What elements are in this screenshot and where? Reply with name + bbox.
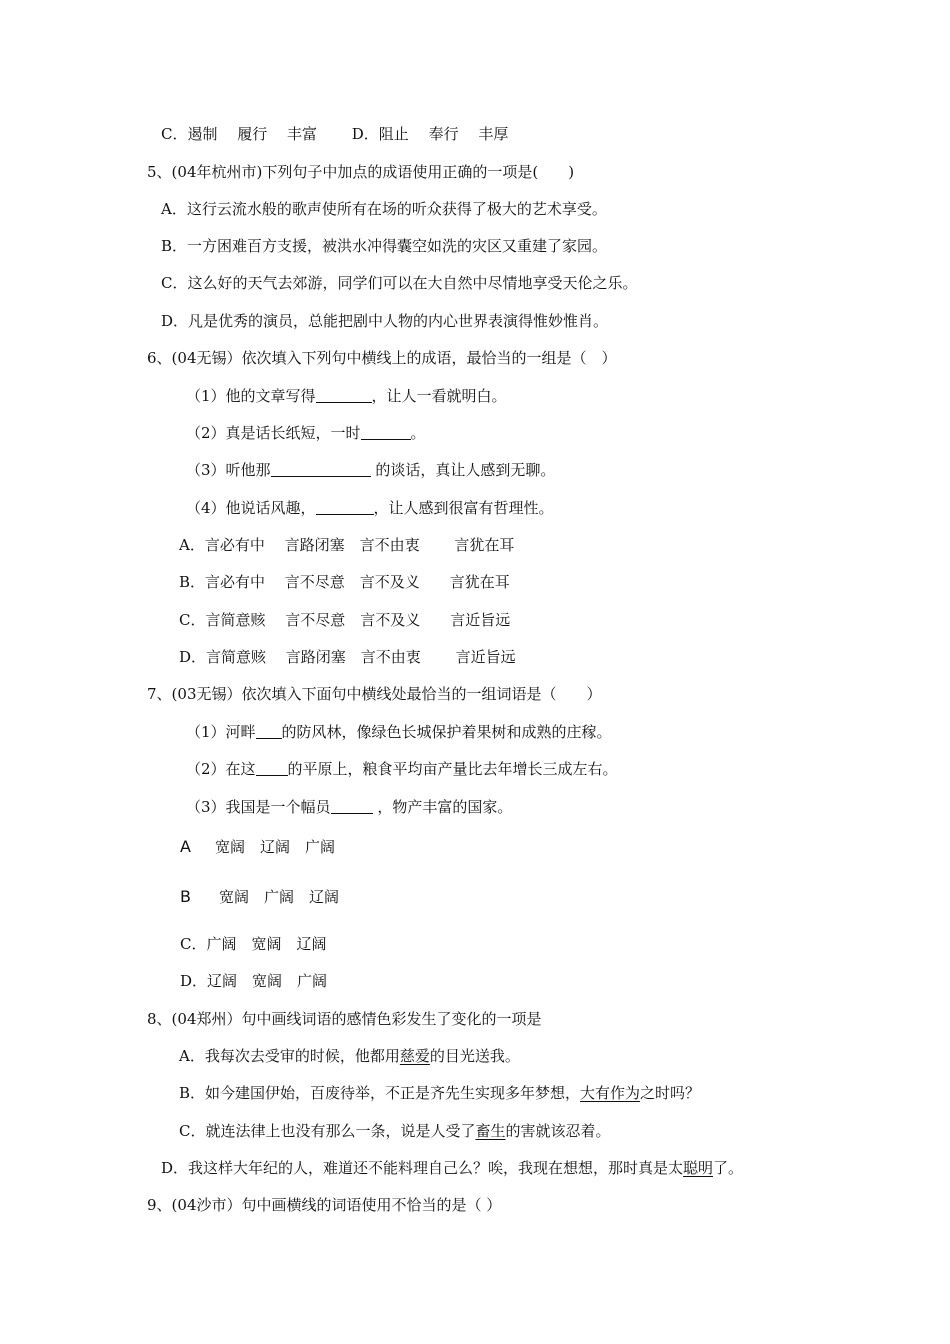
blank-line bbox=[331, 797, 373, 814]
q8-option-b: B．如今建国伊始，百废待举，不正是齐先生实现多年梦想，大有作为之时吗？ bbox=[179, 1084, 701, 1102]
q7-option-b: B 宽阔 广阔 辽阔 bbox=[180, 887, 339, 906]
blank-line bbox=[271, 460, 371, 477]
q5-option-d: D．凡是优秀的演员，总能把剧中人物的内心世界表演得惟妙惟肖。 bbox=[161, 312, 609, 330]
q7-option-a: A 宽阔 辽阔 广阔 bbox=[180, 837, 335, 856]
q4-option-cd-line: C．遏制 履行 丰富 D．阻止 奉行 丰厚 bbox=[161, 125, 509, 143]
q6-option-d: D．言简意赅 言路闭塞 言不由衷 言近旨远 bbox=[179, 648, 516, 666]
q6-sentence-3: （3）听他那 的谈话，真让人感到无聊。 bbox=[186, 461, 556, 479]
q6-stem: 6、(04无锡）依次填入下列句中横线上的成语，最恰当的一组是（ ） bbox=[147, 349, 617, 367]
q7-option-d: D．辽阔 宽阔 广阔 bbox=[180, 972, 328, 990]
q9-stem: 9、(04沙市）句中画横线的词语使用不恰当的是（ ） bbox=[147, 1196, 502, 1214]
q5-stem: 5、(04年杭州市)下列句子中加点的成语使用正确的一项是( ) bbox=[147, 163, 575, 181]
underlined-word: 畜生 bbox=[475, 1122, 506, 1140]
q6-option-c: C．言简意赅 言不尽意 言不及义 言近旨远 bbox=[179, 611, 511, 629]
q8-option-a: A．我每次去受审的时候，他都用慈爱的目光送我。 bbox=[179, 1047, 520, 1065]
q6-option-a: A．言必有中 言路闭塞 言不由衷 言犹在耳 bbox=[179, 536, 515, 554]
q7-sentence-1: （1）河畔 的防风林，像绿色长城保护着果树和成熟的庄稼。 bbox=[186, 723, 612, 741]
q5-option-a: A．这行云流水般的歌声使所有在场的听众获得了极大的艺术享受。 bbox=[161, 200, 607, 218]
q6-sentence-4: （4）他说话风趣， ，让人感到很富有哲理性。 bbox=[186, 499, 554, 517]
q5-option-c: C．这么好的天气去郊游，同学们可以在大自然中尽情地享受天伦之乐。 bbox=[161, 274, 638, 292]
blank-line bbox=[256, 722, 282, 739]
q5-option-b: B．一方困难百方支援，被洪水冲得囊空如洗的灾区又重建了家园。 bbox=[161, 237, 608, 255]
blank-line bbox=[361, 423, 411, 440]
blank-line bbox=[256, 759, 288, 776]
q6-sentence-2: （2）真是话长纸短，一时 。 bbox=[186, 424, 426, 442]
q7-sentence-3: （3）我国是一个幅员 ，物产丰富的国家。 bbox=[186, 798, 513, 816]
q6-option-b: B．言必有中 言不尽意 言不及义 言犹在耳 bbox=[179, 573, 510, 591]
q8-option-c: C．就连法律上也没有那么一条，说是人受了畜生的害就该忍着。 bbox=[179, 1122, 611, 1140]
blank-line bbox=[316, 386, 372, 403]
underlined-word: 聪明 bbox=[683, 1159, 714, 1177]
q7-option-c: C．广阔 宽阔 辽阔 bbox=[180, 935, 327, 953]
q7-stem: 7、(03无锡）依次填入下面句中横线处最恰当的一组词语是（ ） bbox=[147, 685, 602, 703]
blank-line bbox=[316, 498, 374, 515]
q8-option-d: D．我这样大年纪的人，难道还不能料理自己么？唉，我现在想想，那时真是太聪明了。 bbox=[161, 1159, 744, 1177]
underlined-word: 大有作为 bbox=[580, 1084, 641, 1102]
q7-sentence-2: （2）在这 的平原上，粮食平均亩产量比去年增长三成左右。 bbox=[186, 760, 618, 778]
q6-sentence-1: （1）他的文章写得 ，让人一看就明白。 bbox=[186, 387, 507, 405]
underlined-word: 慈爱 bbox=[399, 1047, 430, 1065]
q8-stem: 8、(04郑州）句中画线词语的感情色彩发生了变化的一项是 bbox=[147, 1010, 542, 1028]
